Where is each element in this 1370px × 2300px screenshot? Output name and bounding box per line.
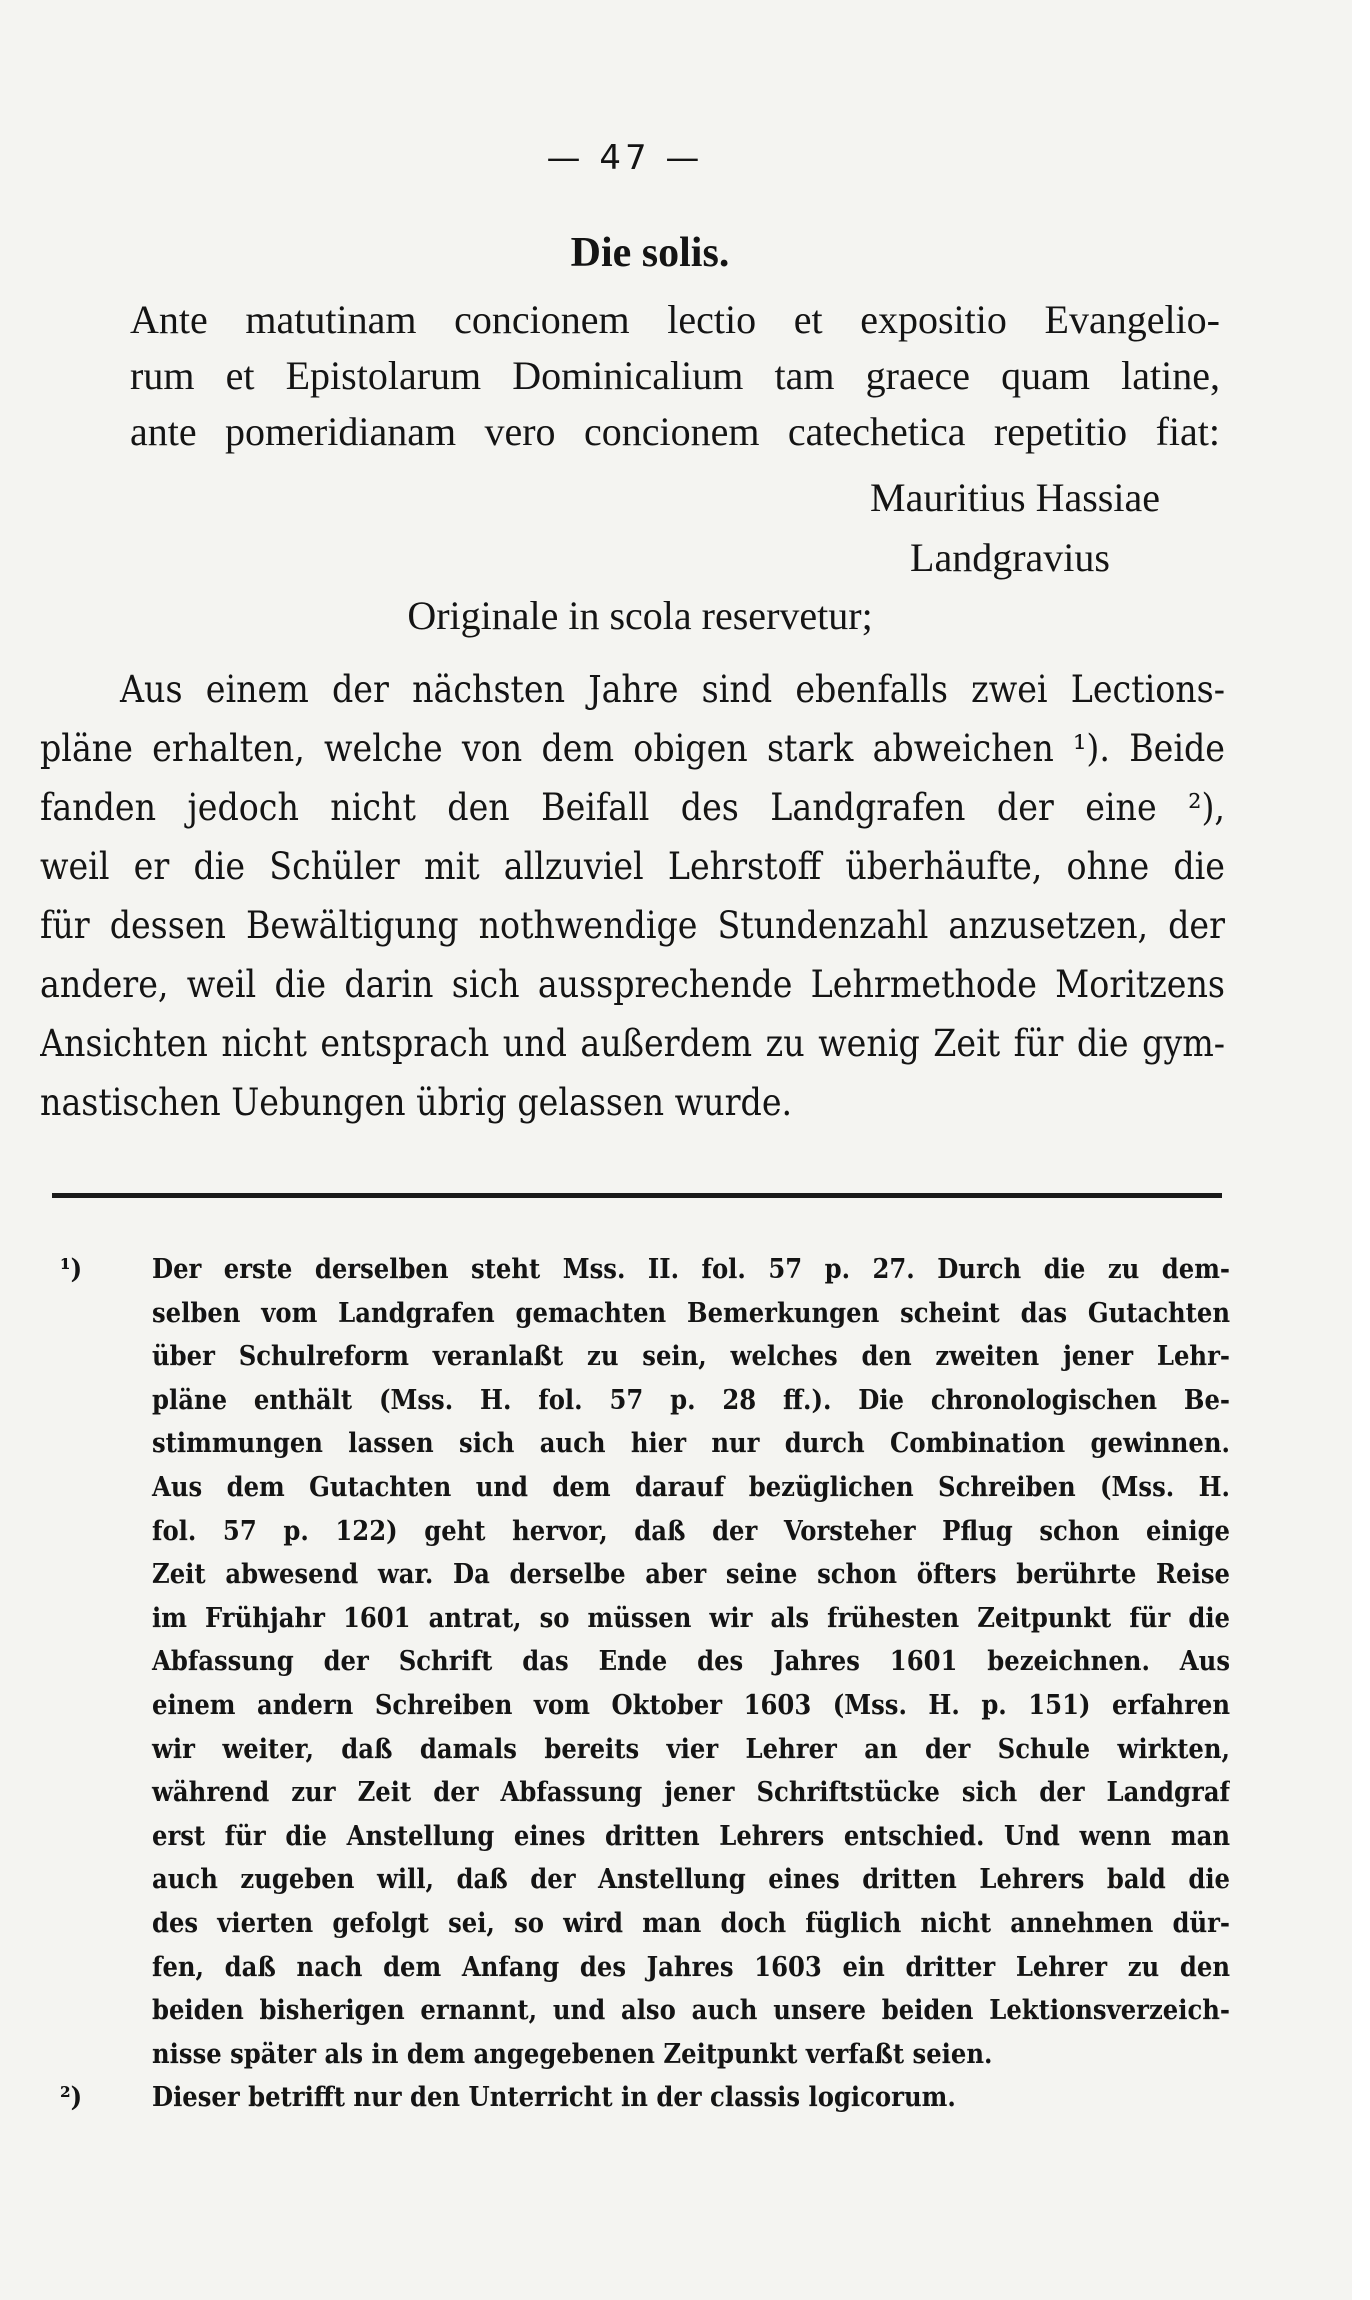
page-margin [1352, 0, 1370, 2300]
footnote-2 [60, 2076, 1230, 2120]
text-line: andere, weil die darin sich aussprechende Lehrmethode Moritzens [40, 963, 1225, 1006]
text-line: ante pomeridianam vero concionem catechetica repetitio fiat: [130, 409, 1220, 454]
footnote-text: Der erste derselben steht Mss. II. fol. 57 p. 27. Durch die zu dem- [152, 1254, 1230, 1285]
footnote-line: pläne enthält (Mss. H. fol. 57 p. 28 ff.). Die chronologischen Be- [152, 1384, 1230, 1416]
footnote-line: auch zugeben will, daß der Anstellung eines dritten Lehrers bald die [152, 1864, 1230, 1896]
text-line: Aus einem der nächsten Jahre sind ebenfalls zwei Lections- [120, 668, 1225, 711]
footnote-marker: ²) [60, 2082, 83, 2114]
text-line: Ante matutinam concionem lectio et expositio Evangelio- [130, 297, 1220, 342]
text-line: rum et Epistolarum Dominicalium tam graece quam latine, [130, 353, 1220, 398]
footnotes [60, 1248, 1230, 2120]
footnote-text: Dieser betrifft nur den Unterricht in der classis logicorum. [152, 2082, 956, 2114]
footnote-line: über Schulreform veranlaßt zu sein, welches den zweiten jener Lehr- [152, 1341, 1230, 1373]
footnote-line: nisse später als in dem angegebenen Zeitpunkt verfaßt seien. [152, 2038, 993, 2070]
footnote-line: Zeit abwesend war. Da derselbe aber seine schon öfters berührte Reise [152, 1559, 1230, 1591]
footnote-line: Abfassung der Schrift das Ende des Jahres 1601 bezeichnen. Aus [152, 1646, 1230, 1678]
section-heading: Die solis. [570, 230, 730, 276]
text-line: weil er die Schüler mit allzuviel Lehrstoff überhäufte, ohne die [40, 845, 1225, 888]
text-line: für dessen Bewältigung nothwendige Stundenzahl anzusetzen, der [40, 904, 1225, 947]
original-note: Originale in scola reservetur; [407, 593, 873, 638]
text-line: nastischen Uebungen übrig gelassen wurde. [40, 1081, 793, 1124]
footnote-line: fen, daß nach dem Anfang des Jahres 1603 ein dritter Lehrer zu den [152, 1951, 1230, 1983]
signature-title: Landgravius [910, 535, 1110, 580]
footnote-line: beiden bisherigen ernannt, und also auch unsere beiden Lektionsverzeich- [152, 1995, 1230, 2027]
footnote-line: des vierten gefolgt sei, so wird man doch füglich nicht annehmen dür- [152, 1907, 1230, 1939]
text-line: pläne erhalten, welche von dem obigen stark abweichen ¹). Beide [40, 727, 1225, 770]
footnote-line: Aus dem Gutachten und dem darauf bezüglichen Schreiben (Mss. H. [152, 1471, 1230, 1503]
footnote-line: wir weiter, daß damals bereits vier Lehrer an der Schule wirkten, [152, 1733, 1230, 1765]
footnote-line: während zur Zeit der Abfassung jener Schriftstücke sich der Landgraf [152, 1777, 1230, 1809]
footnote-line [60, 1248, 1230, 1292]
footnote-1 [60, 1248, 1230, 2076]
signature-name: Mauritius Hassiae [870, 475, 1160, 520]
latin-paragraph [130, 292, 1220, 460]
text-line: Ansichten nicht entsprach und außerdem zu wenig Zeit für die gym- [40, 1022, 1225, 1065]
footnote-line: fol. 57 p. 122) geht hervor, daß der Vorsteher Pflug schon einige [152, 1515, 1230, 1547]
footnote-line: stimmungen lassen sich auch hier nur durch Combination gewinnen. [152, 1428, 1230, 1460]
footnote-divider [52, 1193, 1222, 1198]
footnote-line: im Frühjahr 1601 antrat, so müssen wir als frühesten Zeitpunkt für die [152, 1602, 1230, 1634]
footnote-line: einem andern Schreiben vom Oktober 1603 (Mss. H. p. 151) erfahren [152, 1689, 1230, 1721]
text-line: fanden jedoch nicht den Beifall des Landgrafen der eine ²), [40, 786, 1225, 829]
footnote-line: selben vom Landgrafen gemachten Bemerkungen scheint das Gutachten [152, 1297, 1230, 1329]
page-number: — 47 — [546, 138, 704, 178]
footnote-line: erst für die Anstellung eines dritten Lehrers entschied. Und wenn man [152, 1820, 1230, 1852]
german-paragraph [40, 660, 1225, 1132]
footnote-marker: ¹) [60, 1254, 83, 1285]
footnote-line [60, 2076, 1230, 2120]
